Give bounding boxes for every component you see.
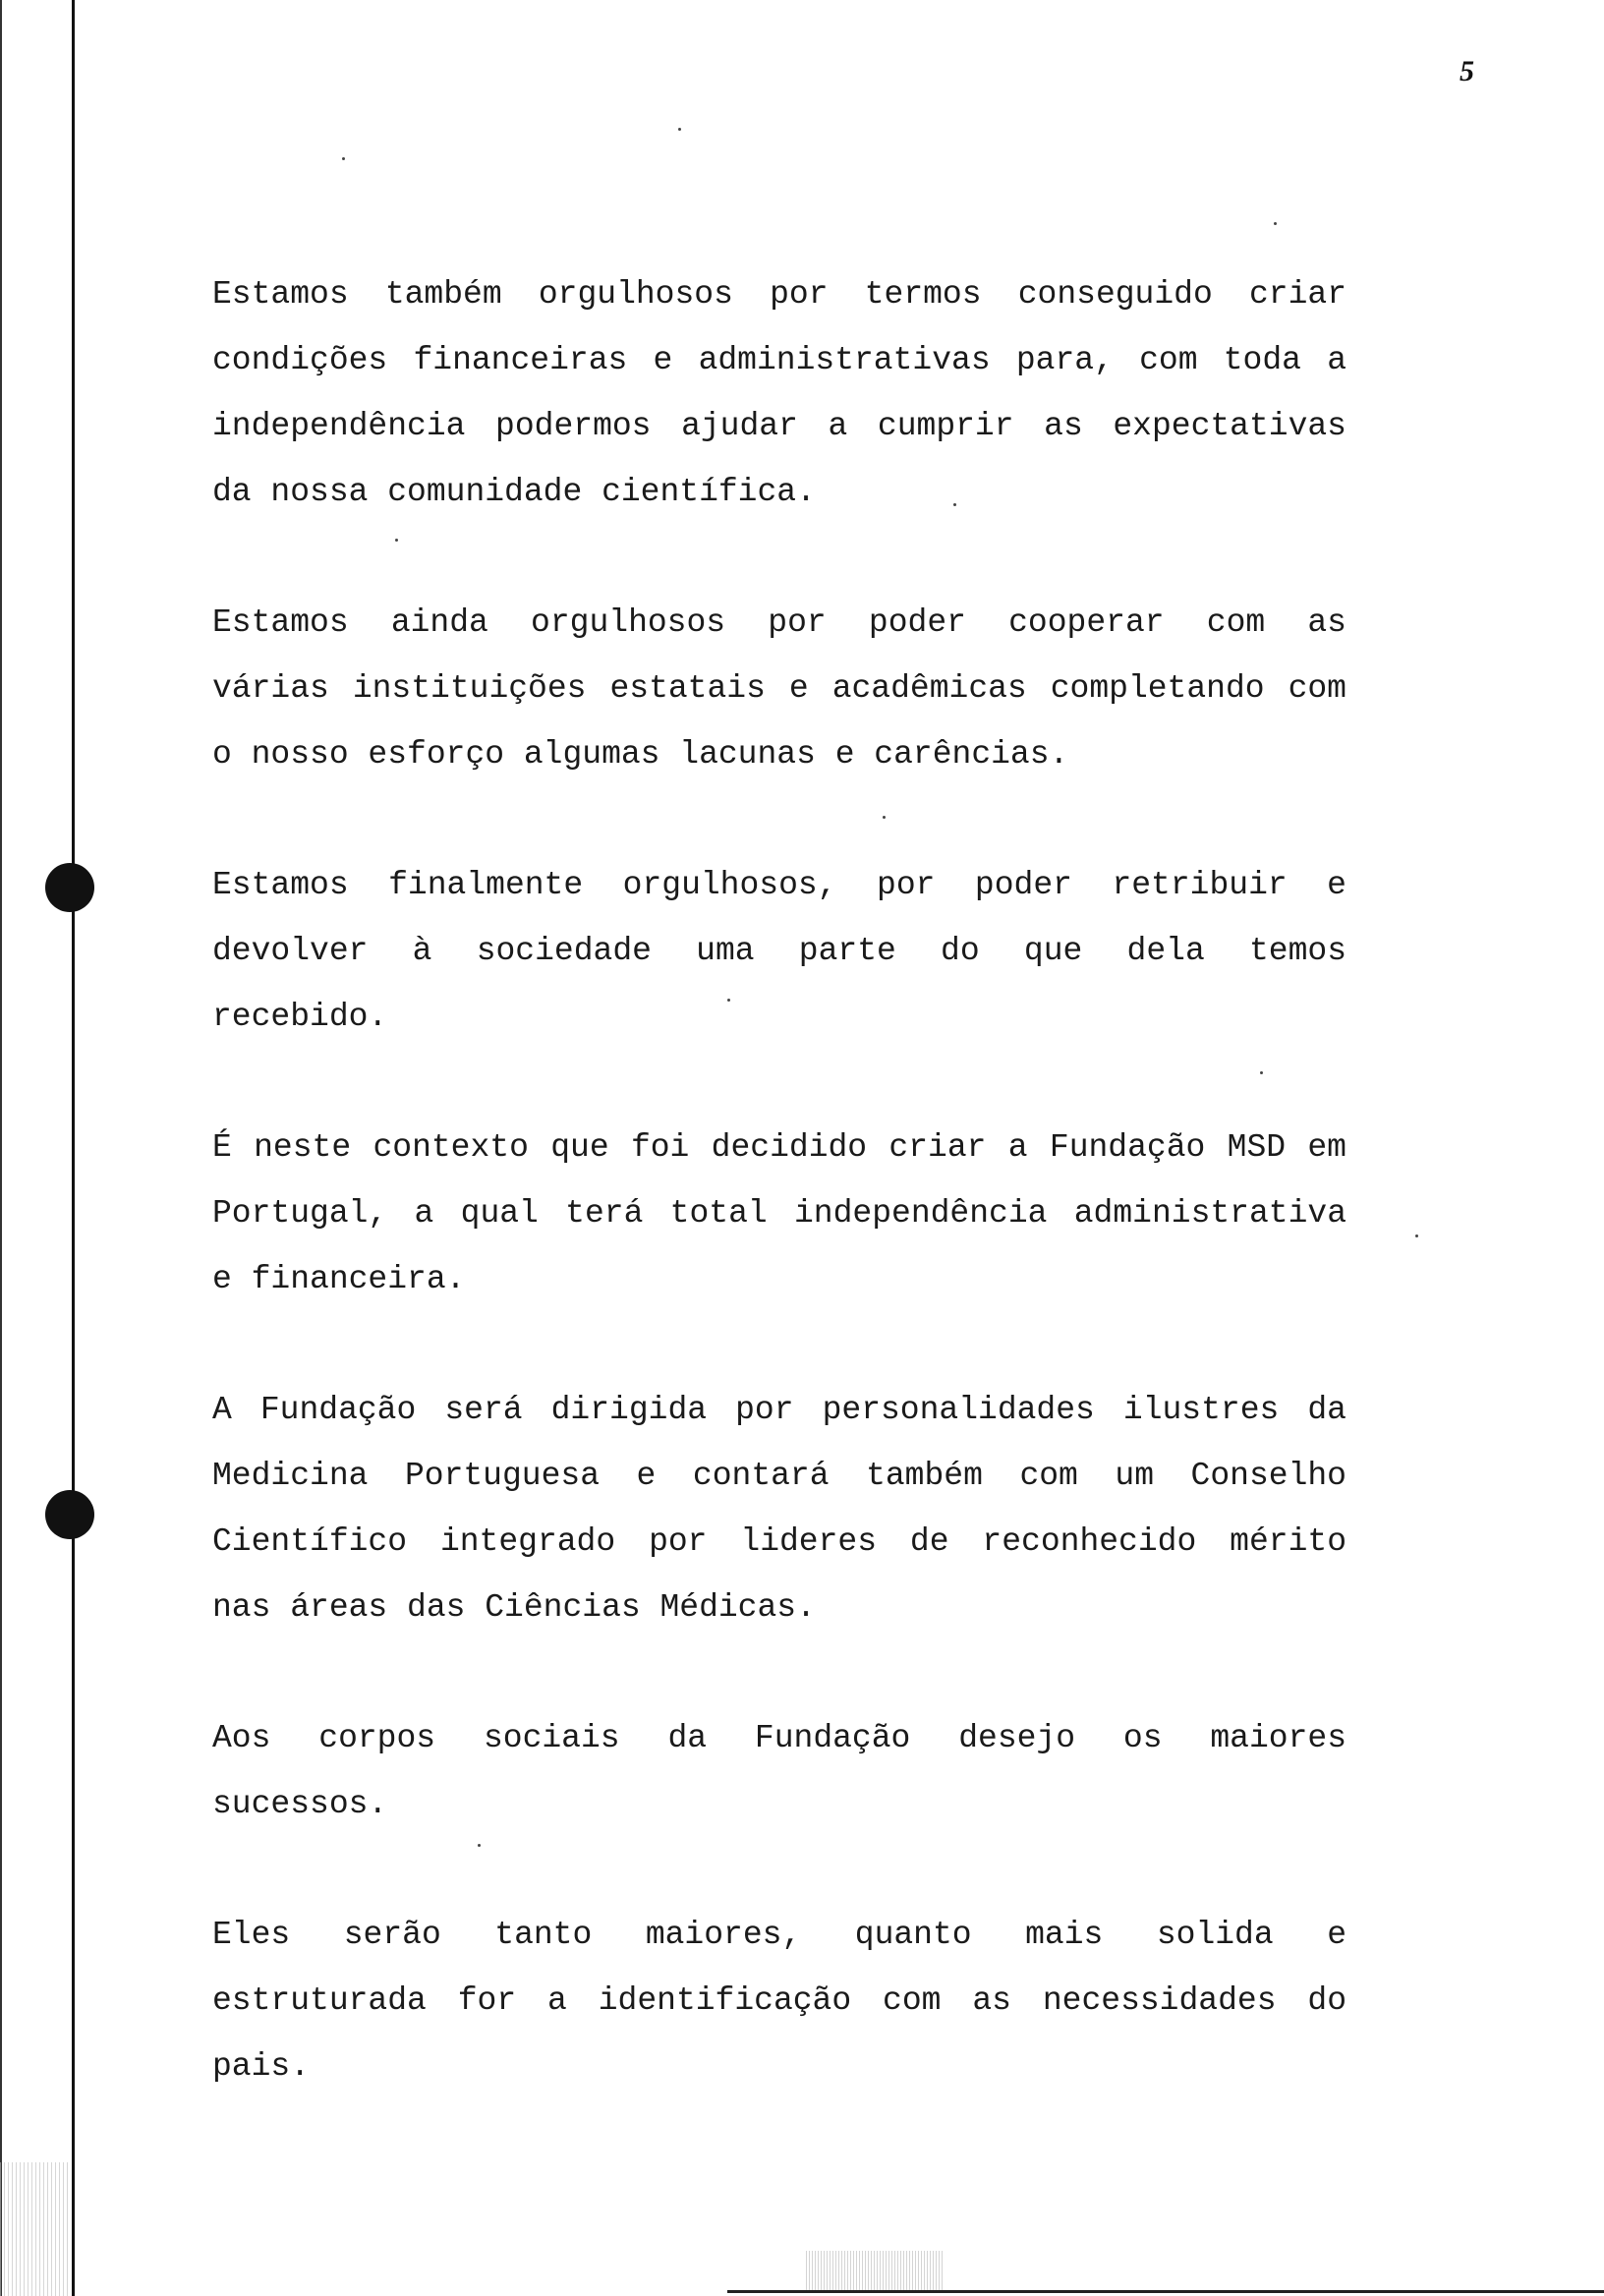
text-line: Estamos ainda orgulhosos por poder cooperar com as: [212, 604, 1346, 641]
text-line: A Fundação será dirigida por personalidades ilustres da: [212, 1392, 1346, 1428]
text-line: Eles serão tanto maiores, quanto mais solida e: [212, 1917, 1346, 1953]
text-line: Estamos finalmente orgulhosos, por poder retribuir e: [212, 867, 1346, 903]
text-line: condições financeiras e administrativas para, com toda a: [212, 342, 1346, 378]
text-line: e financeira.: [212, 1261, 466, 1297]
text-line: Estamos também orgulhosos por termos conseguido criar: [212, 276, 1346, 313]
scan-speck: [678, 128, 681, 131]
bottom-edge-line: [727, 2290, 1604, 2293]
text-line: nas áreas das Ciências Médicas.: [212, 1589, 816, 1626]
text-line: Científico integrado por lideres de reconhecido mérito: [212, 1523, 1346, 1560]
scan-artifact: [0, 2162, 69, 2296]
text-line: estruturada for a identificação com as necessidades do: [212, 1982, 1346, 2019]
paragraph-1: [212, 261, 1346, 525]
page-number: 5: [1460, 55, 1474, 87]
scan-speck: [342, 157, 345, 160]
text-line: É neste contexto que foi decidido criar a Fundação MSD em: [212, 1129, 1346, 1166]
text-line: pais.: [212, 2048, 311, 2085]
scan-speck: [1415, 1234, 1418, 1237]
scan-speck: [1274, 222, 1277, 225]
text-line: recebido.: [212, 999, 388, 1035]
paragraph-7: [212, 1902, 1346, 2099]
body-text: [212, 261, 1346, 2164]
text-line: Medicina Portuguesa e contará também com um Conselho: [212, 1458, 1346, 1494]
text-line: o nosso esforço algumas lacunas e carências.: [212, 736, 1069, 773]
scan-edge: [0, 0, 2, 2296]
binding-line: [72, 0, 75, 2296]
paragraph-4: [212, 1115, 1346, 1312]
scan-artifact-bottom: [806, 2251, 944, 2290]
paragraph-2: [212, 590, 1346, 787]
paragraph-5: [212, 1377, 1346, 1640]
paragraph-6: [212, 1705, 1346, 1837]
text-line: da nossa comunidade científica.: [212, 474, 816, 510]
punch-hole-top: [45, 863, 94, 912]
text-line: independência podermos ajudar a cumprir as expectativas: [212, 408, 1346, 444]
text-line: devolver à sociedade uma parte do que dela temos: [212, 933, 1346, 969]
punch-hole-bottom: [45, 1490, 94, 1539]
paragraph-3: [212, 852, 1346, 1050]
text-line: sucessos.: [212, 1786, 388, 1822]
text-line: Portugal, a qual terá total independência administrativa: [212, 1195, 1346, 1232]
text-line: várias instituições estatais e acadêmicas completando com: [212, 670, 1346, 707]
text-line: Aos corpos sociais da Fundação desejo os maiores: [212, 1720, 1346, 1756]
